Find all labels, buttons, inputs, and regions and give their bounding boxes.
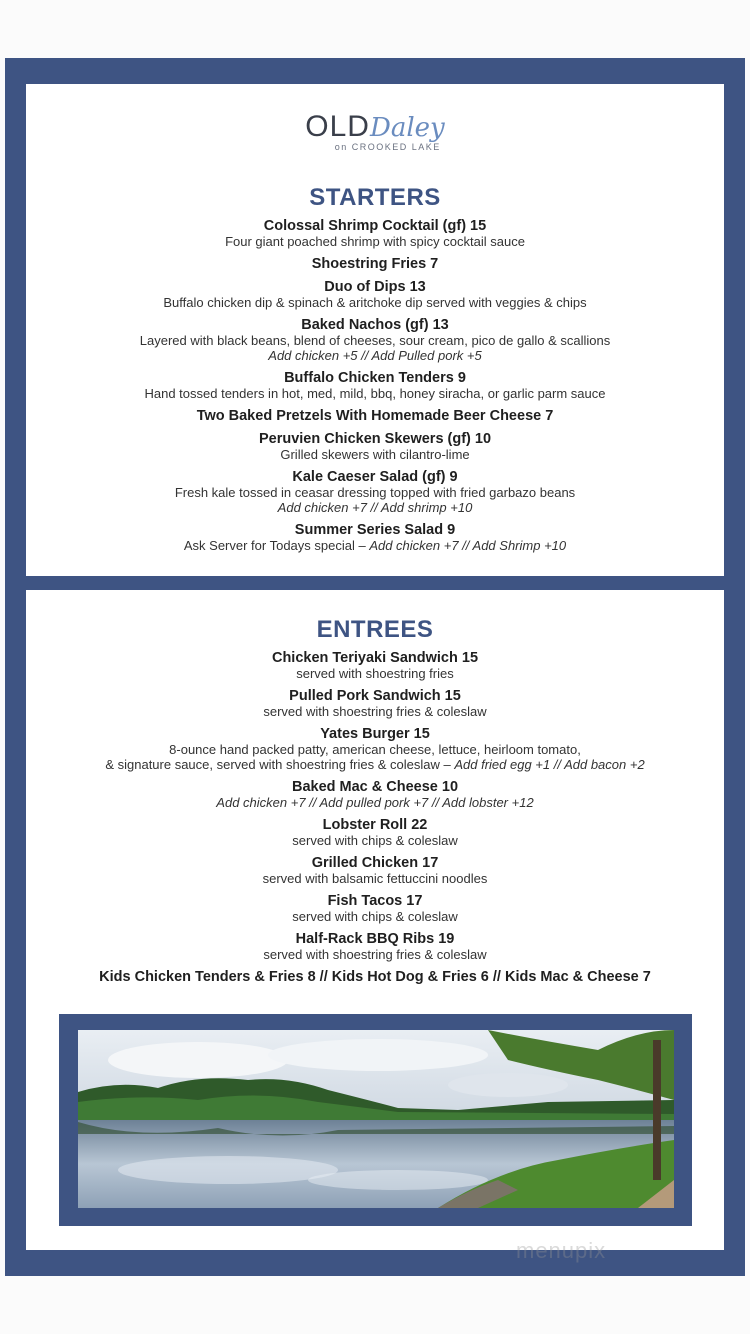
item-description: Hand tossed tenders in hot, med, mild, bbq, honey siracha, or garlic parm sauce	[144, 386, 606, 401]
starters-title: STARTERS	[309, 184, 441, 211]
item-name: Kale Caeser Salad (gf) 9	[292, 469, 458, 485]
kids-menu-line	[26, 969, 724, 985]
item-name: Lobster Roll 22	[322, 817, 428, 833]
item-description: Buffalo chicken dip & spinach & aritchoke dip served with veggies & chips	[163, 295, 587, 310]
item-name: Baked Nachos (gf) 13	[301, 317, 449, 333]
lake-landscape-image	[78, 1030, 674, 1208]
menu-item	[26, 218, 724, 249]
item-description: served with shoestring fries	[296, 666, 454, 681]
menu-item	[26, 931, 724, 962]
menu-item	[26, 279, 724, 310]
logo-script: Daley	[369, 113, 445, 143]
item-description: Fresh kale tossed in ceasar dressing topped with fried garbazo beans	[174, 485, 576, 500]
item-name: Grilled Chicken 17	[311, 855, 439, 871]
entrees-title: ENTREES	[316, 616, 434, 643]
logo-subtitle: on CROOKED LAKE	[334, 142, 441, 152]
item-description-2	[26, 757, 724, 772]
item-name: Two Baked Pretzels With Homemade Beer Cheese 7	[196, 408, 554, 424]
logo-primary: OLD	[305, 110, 370, 143]
item-addons: Add fried egg +1 // Add bacon +2	[454, 757, 645, 772]
item-name: Kids Chicken Tenders & Fries 8 // Kids Hot Dog & Fries 6 // Kids Mac & Cheese 7	[99, 969, 651, 985]
item-name: Fish Tacos 17	[327, 893, 423, 909]
menu-item	[26, 650, 724, 681]
item-name: Pulled Pork Sandwich 15	[289, 688, 461, 704]
menu-item	[26, 893, 724, 924]
item-name: Chicken Teriyaki Sandwich 15	[271, 650, 479, 666]
menu-item	[26, 317, 724, 363]
item-description-text: & signature sauce, served with shoestring fries & coleslaw –	[105, 757, 455, 772]
item-description: 8-ounce hand packed patty, american cheese, lettuce, heirloom tomato,	[169, 742, 581, 757]
menu-item	[26, 522, 724, 553]
item-addons: Add chicken +7 // Add shrimp +10	[277, 500, 473, 515]
item-addons: Add chicken +5 // Add Pulled pork +5	[268, 348, 482, 363]
menu-item	[26, 855, 724, 886]
menu-item	[26, 408, 724, 424]
item-name: Summer Series Salad 9	[294, 522, 456, 538]
menu-item	[26, 370, 724, 401]
item-addons: Add chicken +7 // Add pulled pork +7 // Add lobster +12	[216, 795, 534, 810]
item-description	[26, 538, 724, 553]
item-name: Half-Rack BBQ Ribs 19	[295, 931, 455, 947]
item-name: Baked Mac & Cheese 10	[291, 779, 459, 795]
item-description: served with chips & coleslaw	[292, 833, 458, 848]
menupix-watermark: menupix	[516, 1238, 607, 1263]
restaurant-logo	[26, 110, 724, 155]
item-name: Buffalo Chicken Tenders 9	[284, 370, 466, 386]
item-description: Grilled skewers with cilantro-lime	[280, 447, 470, 462]
item-description: served with chips & coleslaw	[292, 909, 458, 924]
starters-panel	[26, 84, 724, 576]
item-description: Four giant poached shrimp with spicy cocktail sauce	[225, 234, 525, 249]
menu-item	[26, 431, 724, 462]
menu-item	[26, 256, 724, 272]
lake-photo-frame	[59, 1014, 692, 1226]
menu-item	[26, 469, 724, 515]
item-name: Yates Burger 15	[320, 726, 430, 742]
item-description: served with shoestring fries & coleslaw	[263, 704, 487, 719]
lake-photo	[78, 1030, 674, 1208]
menu-item	[26, 817, 724, 848]
item-addons: Add chicken +7 // Add Shrimp +10	[369, 538, 567, 553]
item-description: served with shoestring fries & coleslaw	[263, 947, 487, 962]
item-description: Layered with black beans, blend of cheeses, sour cream, pico de gallo & scallions	[139, 333, 611, 348]
menu-item	[26, 726, 724, 772]
menu-item	[26, 688, 724, 719]
menu-item	[26, 779, 724, 810]
item-name: Colossal Shrimp Cocktail (gf) 15	[263, 218, 487, 234]
item-name: Peruvien Chicken Skewers (gf) 10	[258, 431, 492, 447]
starters-list	[26, 218, 724, 560]
item-description-text: Ask Server for Todays special –	[183, 538, 370, 553]
item-description: served with balsamic fettuccini noodles	[262, 871, 488, 886]
item-name: Shoestring Fries 7	[311, 256, 439, 272]
entrees-panel	[26, 590, 724, 1250]
entrees-list	[26, 650, 724, 992]
item-name: Duo of Dips 13	[324, 279, 426, 295]
